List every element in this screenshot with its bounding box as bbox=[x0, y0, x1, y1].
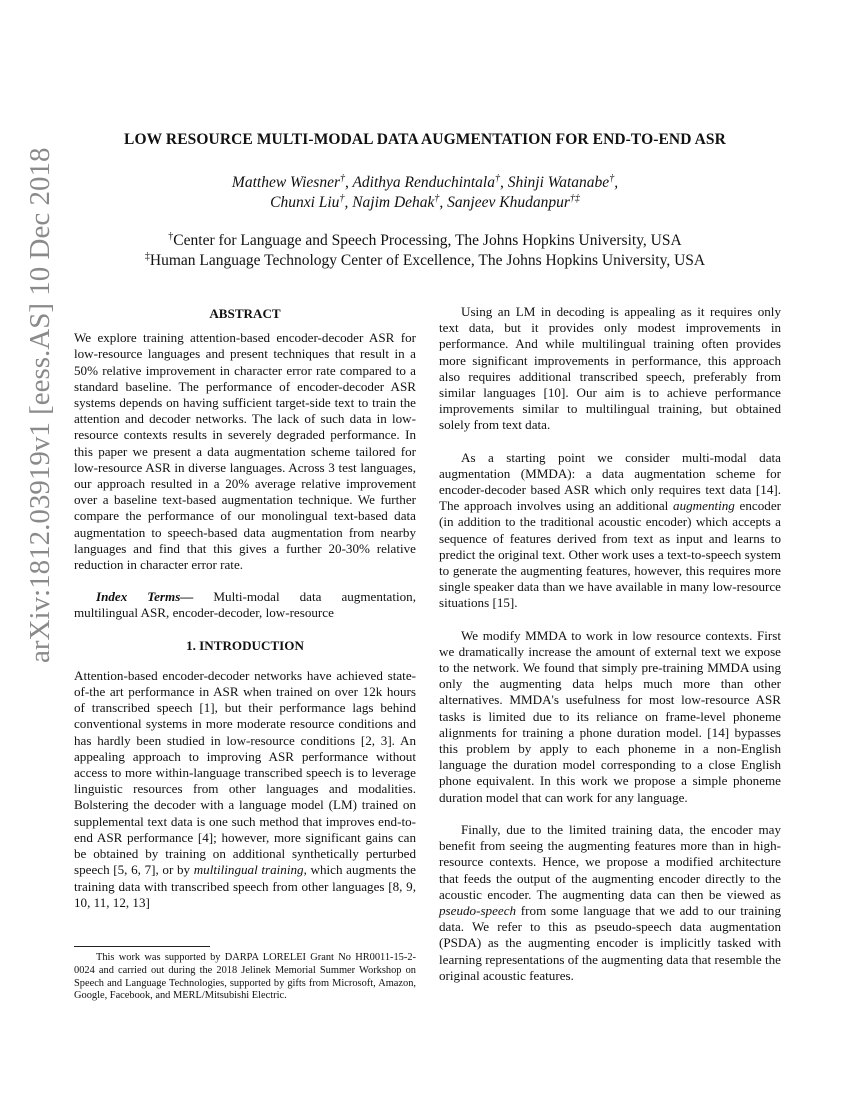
emphasis: augmenting bbox=[673, 498, 735, 514]
author-line-1: Matthew Wiesner†, Adithya Renduchintala†, Shinji Watanabe†, bbox=[231, 173, 619, 191]
emphasis: pseudo-speech bbox=[439, 902, 517, 918]
abstract-heading: ABSTRACT bbox=[209, 306, 281, 321]
right-column bbox=[439, 304, 781, 1000]
affiliation-2 bbox=[0, 251, 850, 271]
affiliations bbox=[0, 231, 850, 271]
author-name: Sanjeev Khudanpur bbox=[447, 194, 570, 211]
author-name: Adithya Renduchintala bbox=[352, 174, 495, 191]
affiliation-mark: † bbox=[494, 173, 500, 184]
affiliation-mark: † bbox=[434, 193, 440, 204]
emphasis: multilingual training bbox=[193, 862, 304, 878]
author-list bbox=[0, 173, 850, 213]
index-terms-text: Multi-modal data augmentation, multilingual ASR, encoder-decoder, low-resource bbox=[74, 589, 416, 621]
body-paragraph: Finally, due to the limited training data, the encoder may benefit from seeing the augmenting features more than in high-resource contexts. Hence, we propose a modified architecture that feeds the output of the augmenting encoder directly to the acoustic encoder. The augmenting data can then be viewed as pseudo-speech from some language that we add to our training data. We refer to this as pseudo-speech data augmentation (PSDA) as the augmenting encoder is implicitly tasked with learning representations of the augmenting data that resemble the original acoustic features. bbox=[439, 821, 781, 983]
author-name: Matthew Wiesner bbox=[231, 174, 340, 191]
index-terms bbox=[74, 589, 416, 621]
paper-title: LOW RESOURCE MULTI-MODAL DATA AUGMENTATION FOR END-TO-END ASR bbox=[124, 131, 726, 148]
body-paragraph: We modify MMDA to work in low resource contexts. First we dramatically increase the amount of external text we expose to the network. We found that simply pre-training MMDA using only the augmenting data helps much more than other alternatives. MMDA's usefulness for most low-resource ASR tasks is limited due to its reliance on frame-level phoneme alignments for training a phone duration model. [14] bypasses this problem by apply to each phoneme in a non-English language the duration model corresponding to a close English phone equivalent. In this work we propose a simple phoneme duration model that can work for any language. bbox=[439, 627, 781, 805]
author-name: Najim Dehak bbox=[352, 194, 435, 211]
footnote bbox=[74, 952, 416, 1003]
arxiv-stamp: arXiv:1812.03919v1 [eess.AS] 10 Dec 2018 bbox=[24, 147, 56, 663]
affiliation-mark: †‡ bbox=[569, 193, 580, 204]
intro-paragraph: Attention-based encoder-decoder networks have achieved state-of-the art performance in ASR when trained on over 12k hours of transcribed speech [1], but their performance lags behind conventional systems in more moderate resource conditions and has hardly been studied in low-resource conditions [2, 3]. An appealing approach to improving ASR performance without access to more within-language transcribed speech is to leverage linguistic resources from other languages and modalities. Bolstering the decoder with a language model (LM) trained on supplemental text data is one such method that improves end-to-end ASR performance [4]; however, more significant gains can be obtained by training on additional synthetically perturbed speech [5, 6, 7], or by multilingual training, which augments the training data with transcribed speech from other languages [8, 9, 10, 11, 12, 13] bbox=[74, 667, 416, 910]
author-name: Shinji Watanabe bbox=[507, 174, 610, 191]
index-terms-label: Index Terms— bbox=[96, 589, 194, 605]
affiliation-mark: † bbox=[168, 231, 174, 242]
abstract-text: We explore training attention-based encoder-decoder ASR for low-resource languages and present techniques that result in a 50% relative improvement in character error rate compared to a standard baseline. The performance of encoder-decoder ASR systems depends on having sufficient target-side text to train the attention and decoder networks. The lack of such data in low-resource contexts results in severely degraded performance. In this paper we present a data augmentation scheme tailored for low-resource ASR in diverse languages. Across 3 test languages, our approach resulted in a 20% average relative improvement over a baseline text-based augmentation technique. We further compare the performance of our monolingual text-based data augmentation to speech-based data augmentation from nearby languages and find that this gives a further 20-30% relative reduction in character error rate. bbox=[74, 330, 416, 573]
section-heading: 1. INTRODUCTION bbox=[186, 637, 304, 653]
left-column bbox=[74, 306, 416, 927]
footnote-rule bbox=[74, 946, 210, 947]
affiliation-text: Human Language Technology Center of Excellence, The Johns Hopkins University, USA bbox=[149, 252, 706, 269]
author-name: Chunxi Liu bbox=[270, 194, 340, 211]
affiliation-text: Center for Language and Speech Processing, The Johns Hopkins University, USA bbox=[173, 232, 682, 249]
affiliation-mark: ‡ bbox=[144, 251, 150, 262]
body-paragraph: As a starting point we consider multi-modal data augmentation (MMDA): a data augmentation scheme for encoder-decoder based ASR which only requires text data [14]. The approach involves using an additional augmenting encoder (in addition to the traditional acoustic encoder) which accepts a sequence of features derived from text as input and learns to predict the original text. Other work uses a text-to-speech system to generate the augmenting features, however, this requires more single speaker data than we have available in many low-resource situations [15]. bbox=[439, 449, 781, 611]
author-line-2: Chunxi Liu†, Najim Dehak†, Sanjeev Khudanpur†‡ bbox=[270, 193, 580, 211]
affiliation-mark: † bbox=[339, 193, 345, 204]
body-paragraph: Using an LM in decoding is appealing as it requires only text data, but it provides only modest improvements in performance. And while multilingual training often provides more significant improvements in performance, this approach also requires additional transcribed speech, preferably from similar languages [10]. Our aim is to achieve performance improvements similar to multilingual training, but obtained solely from text data. bbox=[439, 304, 781, 433]
affiliation-1 bbox=[0, 231, 850, 251]
affiliation-mark: † bbox=[609, 173, 615, 184]
footnote-text: This work was supported by DARPA LORELEI Grant No HR0011-15-2-0024 and carried out during the 2018 Jelinek Memorial Summer Workshop on Speech and Language Technologies, supported by gifts from Microsoft, Amazon, Google, Facebook, and MERL/Mitsubishi Electric. bbox=[74, 952, 416, 1002]
affiliation-mark: † bbox=[339, 173, 345, 184]
